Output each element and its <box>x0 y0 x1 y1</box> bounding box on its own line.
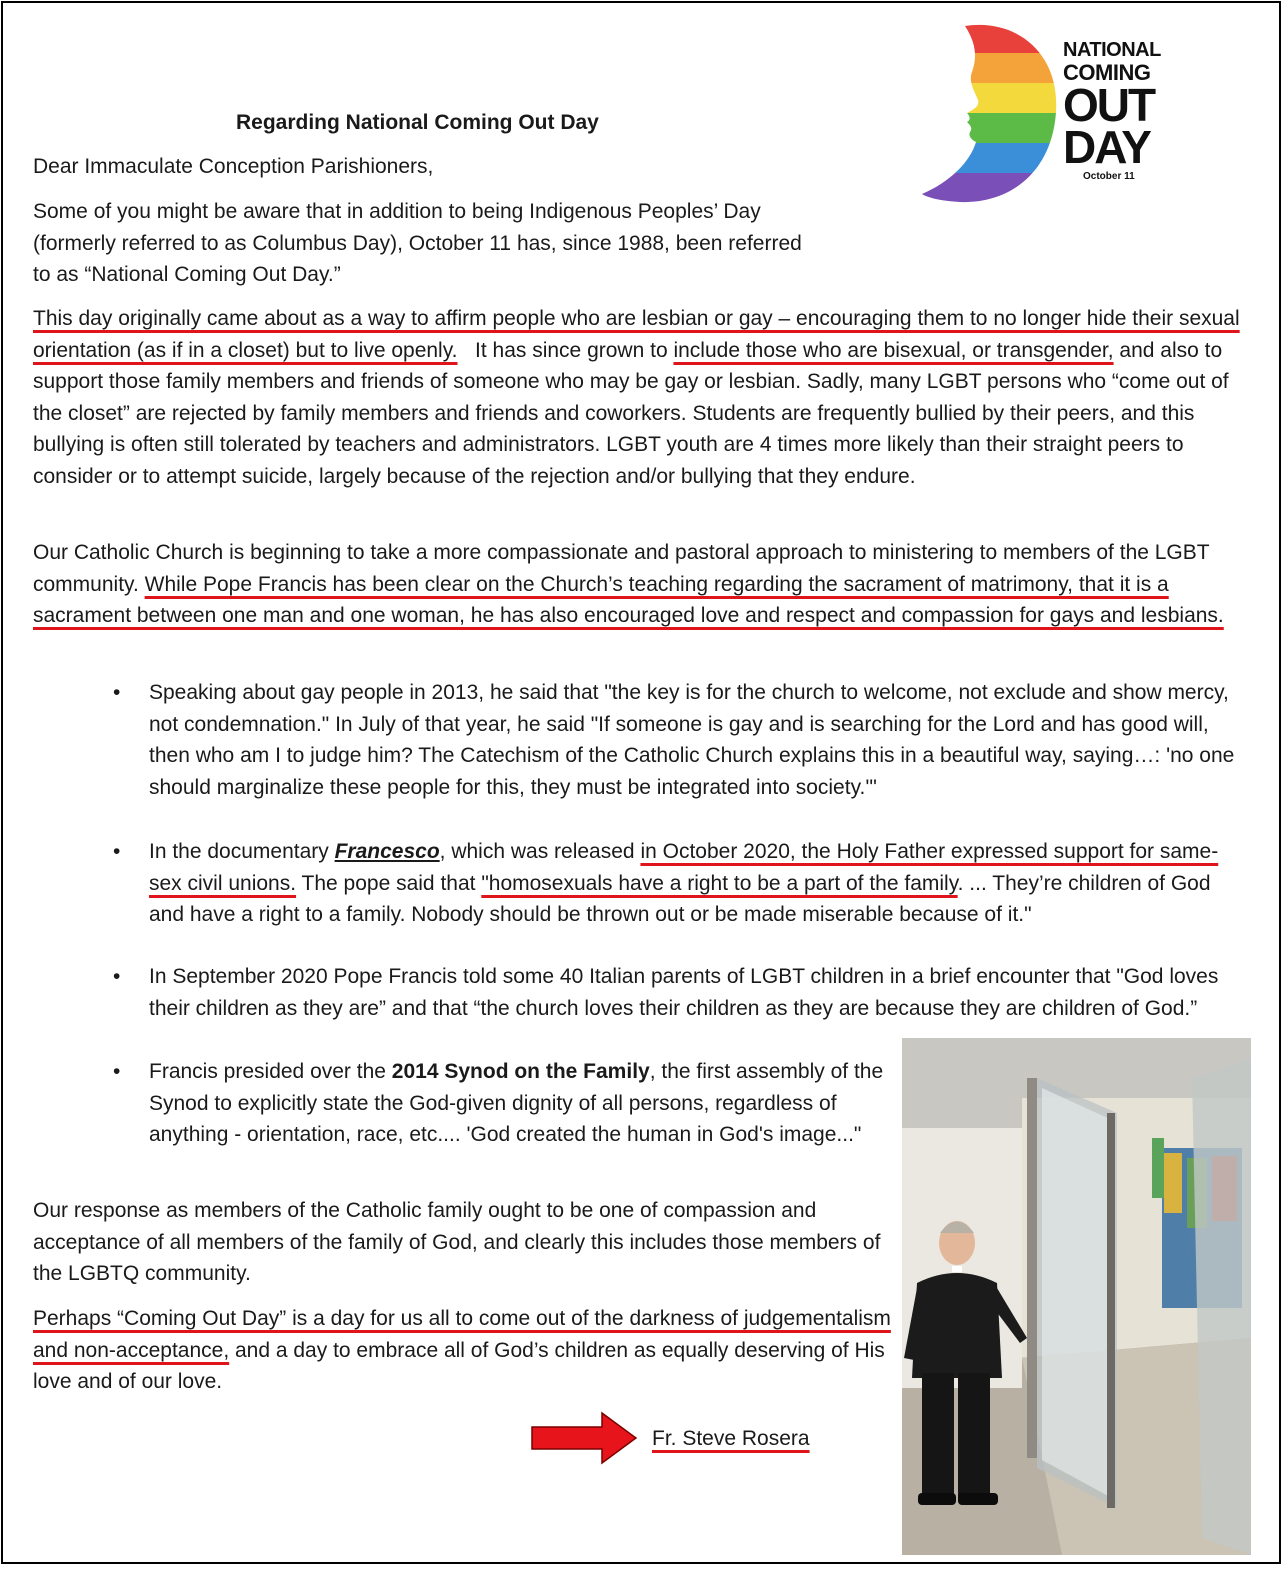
bullet-text: In the documentary <box>149 840 335 863</box>
bullet-text: . ... They’re children of God and have a right to a family. Nobody should be thrown out or be made miserable because of it." <box>149 871 1211 926</box>
rainbow-head-icon <box>920 22 1060 204</box>
underlined-text: "homosexuals have a right to be a part of the family <box>481 871 958 895</box>
bullet-text: Francis presided over the <box>149 1060 392 1083</box>
underlined-text: This day originally came about as a way to affirm people who are lesbian or gay – encouraging them to no longer hide their sexual orientation (as if in a closet) but to live openly. <box>33 307 1240 362</box>
paragraph-closing <box>33 1303 893 1398</box>
logo-line-day: DAY <box>1063 121 1150 173</box>
synod-name: 2014 Synod on the Family <box>391 1060 650 1083</box>
paragraph-intro: Some of you might be aware that in addition to being Indigenous Peoples’ Day (formerly referred to as Columbus Day), October 11 has, since 1988, been referred to as “National Coming Out Day.” <box>33 200 802 286</box>
bullet-text: , the first assembly of the Synod to explicitly state the God-given dignity of all persons, regardless of anything - orientation, race, etc.... 'God created the human in God's image..." <box>149 1060 884 1146</box>
logo-line-coming: COMING <box>1063 60 1151 85</box>
bullet-icon: • <box>113 840 121 863</box>
bullet-item-2013 <box>113 677 1244 803</box>
underlined-text: While Pope Francis has been clear on the Church’s teaching regarding the sacrament of matrimony, that it is a sacrament between one man and one woman, he has also encouraged love and respect and compassion for gays and lesbians. <box>33 572 1224 627</box>
underlined-text: include those who are bisexual, or transgender, <box>673 338 1114 362</box>
bullet-icon: • <box>113 1060 121 1083</box>
paragraph-church <box>33 537 1248 632</box>
logo-line-out: OUT <box>1063 79 1155 131</box>
bullet-text: In September 2020 Pope Francis told some 40 Italian parents of LGBT children in a brief encounter that "God loves their children as they are” and that “the church loves their children as they are because they are children of God.” <box>149 965 1219 1020</box>
letter-title: Regarding National Coming Out Day <box>236 111 599 134</box>
bullet-text: Speaking about gay people in 2013, he said that "the key is for the church to welcome, not exclude and show mercy, not condemnation." In July of that year, he said "If someone is gay and is searching for the Lord and has good will, then who am I to judge him? The Catechism of the Catholic Church explains this in a beautiful way, saying…: 'no one should marginalize these people for this, they must be integrated into society.'" <box>149 681 1235 799</box>
paragraph-history <box>33 303 1248 492</box>
bullet-item-sept-2020 <box>113 961 1244 1024</box>
bullet-text: , which was released <box>439 840 641 863</box>
greeting: Dear Immaculate Conception Parishioners, <box>33 155 434 178</box>
logo-line-date: October 11 <box>1083 171 1135 182</box>
logo-wordmark <box>1063 40 1161 182</box>
paragraph-response: Our response as members of the Catholic family ought to be one of compassion and acceptance of all members of the family of God, and clearly this includes those members of the LGBTQ community. <box>33 1199 881 1285</box>
underlined-text: in October 2020, the Holy Father expressed support for same-sex civil unions. <box>149 840 1219 895</box>
documentary-title: Francesco <box>334 840 440 863</box>
bullet-item-francesco <box>113 836 1244 931</box>
bullet-text: The pope said that <box>296 871 482 895</box>
bullet-item-synod <box>113 1056 899 1151</box>
red-arrow-icon <box>530 1411 640 1465</box>
bullet-icon: • <box>113 965 121 988</box>
paragraph-text: and a day to embrace all of God’s children as equally deserving of His love and of our love. <box>33 1338 885 1393</box>
signature: Fr. Steve Rosera <box>652 1427 810 1450</box>
priest-at-church-door-photo <box>902 1038 1251 1555</box>
paragraph-text: Our Catholic Church is beginning to take a more compassionate and pastoral approach to ministering to members of the LGBT community. <box>33 541 1210 596</box>
paragraph-text: and also to support those family members and friends of someone who may be gay or lesbian. Sadly, many LGBT persons who “come out of the closet” are rejected by family members and friends and coworkers. Students are frequently bullied by their peers, and this bullying is often still tolerated by teachers and administrators. LGBT youth are 4 times more likely than their straight peers to consider or to attempt suicide, largely because of the rejection and/or bullying that they endure. <box>33 338 1229 488</box>
bullet-icon: • <box>113 681 121 704</box>
underlined-text: Perhaps “Coming Out Day” is a day for us all to come out of the darkness of judgementalism and non-acceptance, <box>33 1307 891 1362</box>
logo-line-national: NATIONAL <box>1063 39 1161 61</box>
paragraph-text: It has since grown to <box>457 338 674 362</box>
